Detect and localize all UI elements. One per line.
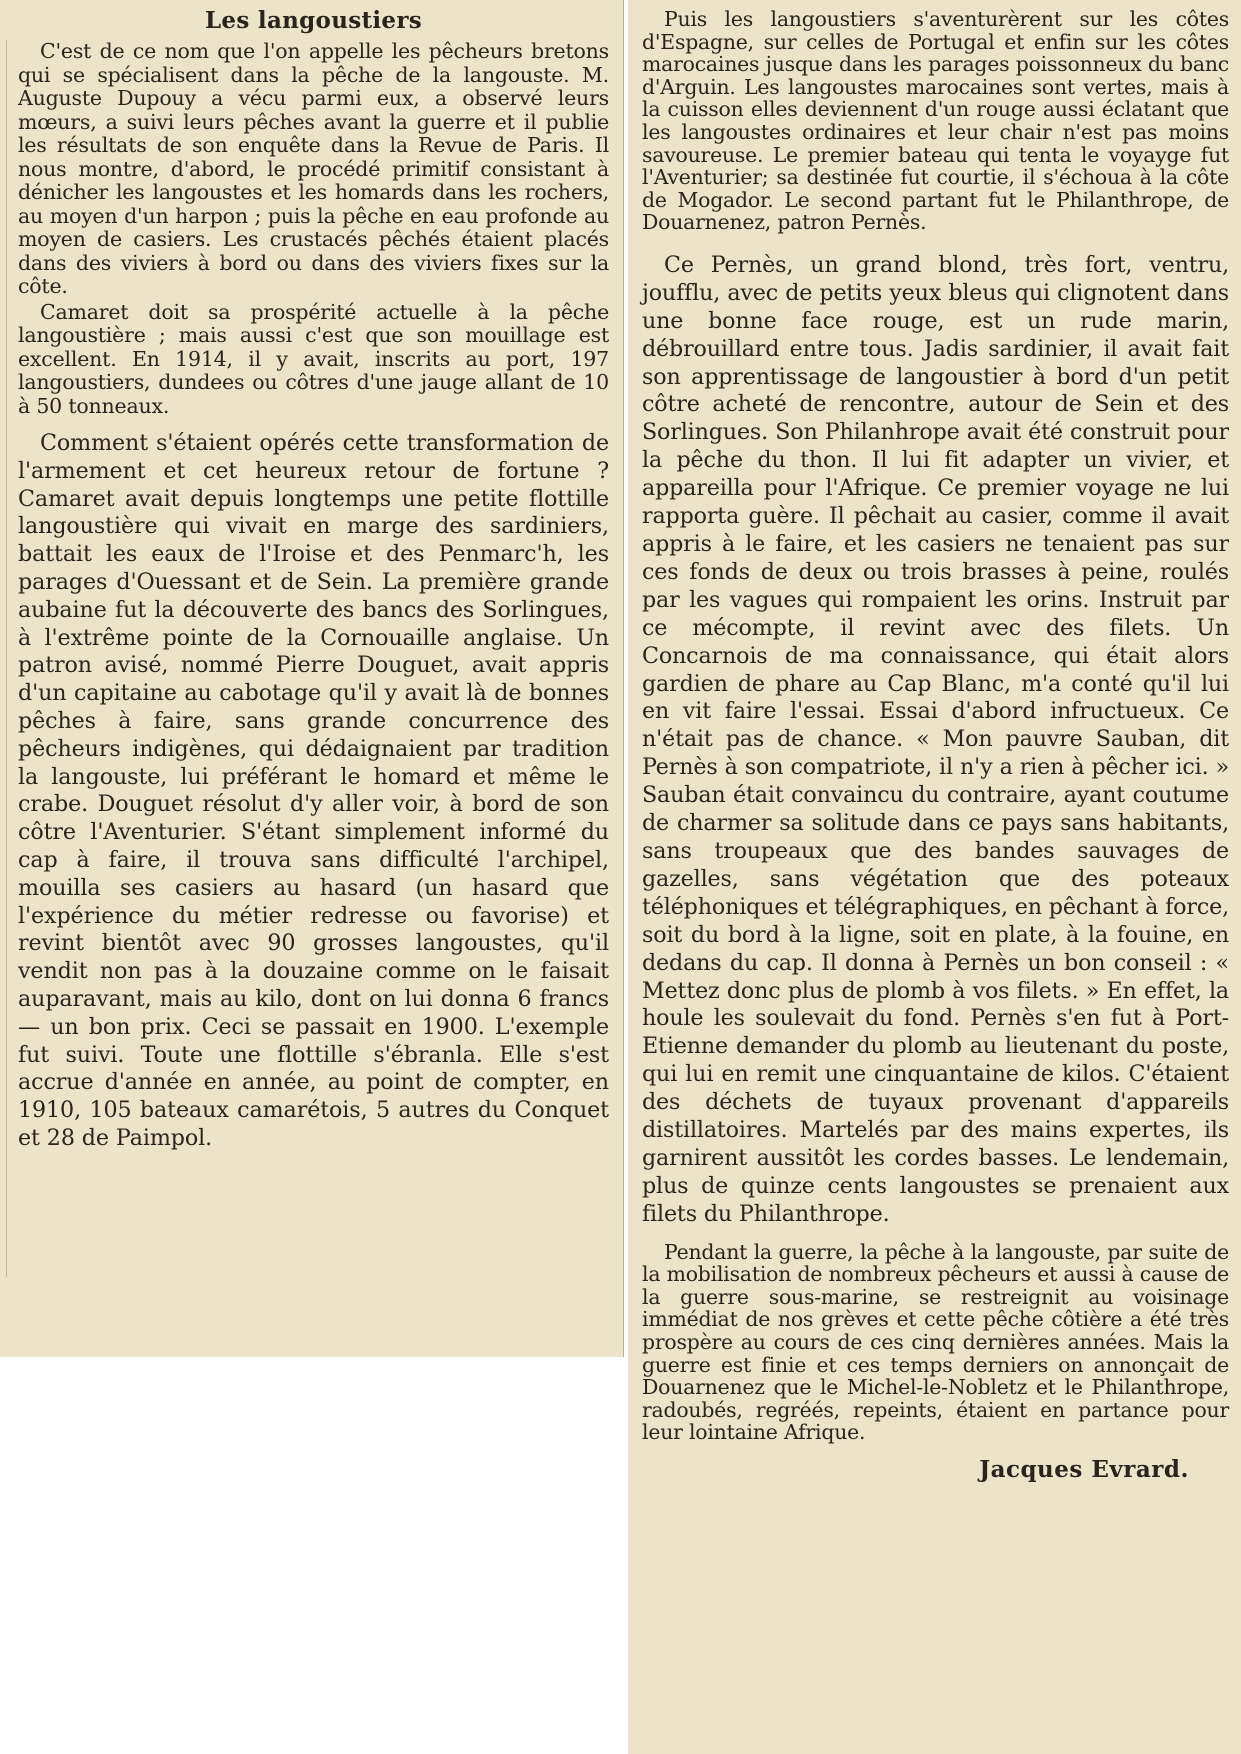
paragraph-guerre: Pendant la guerre, la pêche à la langouste, par suite de la mobilisation de nombreux pêcheurs et aussi à cause de la guerre sous-marine, se restreignit au voisinage immédiat de nos grèves et cette pêche côtière a été très prospère au cours de ces cinq dernières années. Mais la guerre est finie et ces temps derniers on annonçait de Douarnenez que le Michel-le-Nobletz et le Philanthrope, radoubés, regréés, repeints, étaient en partance pour leur lointaine Afrique. — [642, 1239, 1229, 1445]
paragraph-spacer — [642, 236, 1229, 252]
article-title: Les langoustiers — [204, 7, 423, 34]
author-signature: Jacques Evrard. — [979, 1456, 1189, 1483]
paragraph-voyages: Puis les langoustiers s'aventurèrent sur les côtes d'Espagne, sur celles de Portugal et enfin sur les côtes marocaines jusque dans les parages poissonneux du banc d'Arguin. Les langoustes marocaines sont vertes, mais à la cuisson elles deviennent d'un rouge aussi éclatant que les langoustes ordinaires et leur chair n'est pas moins savoureuse. Le premier bateau qui tenta le voyayge fut l'Aventurier; sa destinée fut courtie, il s'échoua à la côte de Mogador. Le second partant fut le Philanthrope, de Douarnenez, patron Pernès. — [642, 7, 1229, 235]
paragraph-pernes: Ce Pernès, un grand blond, très fort, ventru, joufflu, avec de petits yeux bleus qui clignotent dans une bonne face rouge, est un rude marin, débrouillard entre tous. Jadis sardinier, il avait fait son apprentissage de langoustier à bord d'un petit côtre acheté de rencontre, autour de Sein et des Sorlingues. Son Philanhrope avait été construit pour la pêche du thon. Il lui fit adapter un vivier, et appareilla pour l'Afrique. Ce premier voyage ne lui rapporta guère. Il pêchait au casier, comme il avait appris à le faire, et les casiers ne tenaient pas sur ces fonds de deux ou trois brasses à peine, roulés par les vagues qui rompaient les orins. Instruit par ce mécompte, il revint avec des filets. Un Concarnois de ma connaissance, qui était alors gardien de phare au Cap Blanc, m'a conté qu'il lui en vit faire l'essai. Essai d'abord infructueux. Ce n'était pas de chance. « Mon pauvre Sauban, dit Pernès à son compatriote, il n'y a rien à pêcher ici. » Sauban était convaincu du contraire, ayant coutume de charmer sa solitude dans ce pays sans habitants, sans troupeaux que des bandes sauvages de gazelles, sans végétation que des poteaux téléphoniques et télégraphiques, en pêchant à force, soit du bord à la ligne, soit en plate, à la fouine, en dedans du cap. Il donna à Pernès un bon conseil : « Mettez donc plus de plomb à vos filets. » En effet, la houle les soulevait du fond. Pernès s'en fut à Port-Etienne demander du plomb au lieutenant du poste, qui lui en remit une cinquantaine de kilos. C'étaient des déchets de tuyaux provenant d'appareils distillatoires. Martelés par des mains expertes, ils garnirent aussitôt les cordes basses. Le lendemain, plus de quinze cents langoustes se prenaient aux filets du Philanthrope. — [642, 251, 1229, 1227]
paragraph-spacer — [18, 420, 609, 430]
paragraph-intro: C'est de ce nom que l'on appelle les pêcheurs bretons qui se spécialisent dans la pêche de la langouste. M. Auguste Dupouy a vécu parmi eux, a observé leurs mœurs, a suivi leurs pêches avant la guerre et il publie les résultats de son enquête dans la Revue de Paris. Il nous montre, d'abord, le procédé primitif consistant à dénicher les langoustes et les homards dans les rochers, au moyen d'un harpon ; puis la pêche en eau profonde au moyen de casiers. Les crustacés pêchés étaient placés dans des viviers à bord ou dans des viviers fixes sur la côte. — [18, 39, 609, 298]
right-column — [628, 0, 1241, 1754]
left-column — [0, 0, 624, 1357]
paragraph-transformation: Comment s'étaient opérés cette transformation de l'armement et cet heureux retour de fortune ? Camaret avait depuis longtemps une petite flottille langoustière qui vivait en marge des sardiniers, battait les eaux de l'Iroise et des Penmarc'h, les parages d'Ouessant et de Sein. La première grande aubaine fut la découverte des bancs des Sorlingues, à l'extrême pointe de la Cornouaille anglaise. Un patron avisé, nommé Pierre Douguet, avait appris d'un capitaine au cabotage qu'il y avait là de bonnes pêches à faire, sans grande concurrence des pêcheurs indigènes, qui dédaignaient par tradition la langouste, lui préférant le homard et même le crabe. Douguet résolut d'y aller voir, à bord de son côtre l'Aventurier. S'étant simplement informé du cap à faire, il trouva sans difficulté l'archipel, mouilla ses casiers au hasard (un hasard que l'expérience du métier redresse ou favorise) et revint bientôt avec 90 grosses langoustes, qu'il vendit non pas à la douzaine comme on le faisait auparavant, mais au kilo, dont on lui donna 6 francs — un bon prix. Ceci se passait en 1900. L'exemple fut suivi. Toute une flottille s'ébranla. Elle s'est accrue d'année en année, au point de compter, en 1910, 105 bateaux camarétois, 5 autres du Conquet et 28 de Paimpol. — [18, 430, 609, 1151]
paragraph-camaret: Camaret doit sa prospérité actuelle à la pêche langoustière ; mais aussi c'est que son mouillage est excellent. En 1914, il y avait, inscrits au port, 197 langoustiers, dundees ou côtres d'une jauge allant de 10 à 50 tonneaux. — [18, 299, 609, 418]
